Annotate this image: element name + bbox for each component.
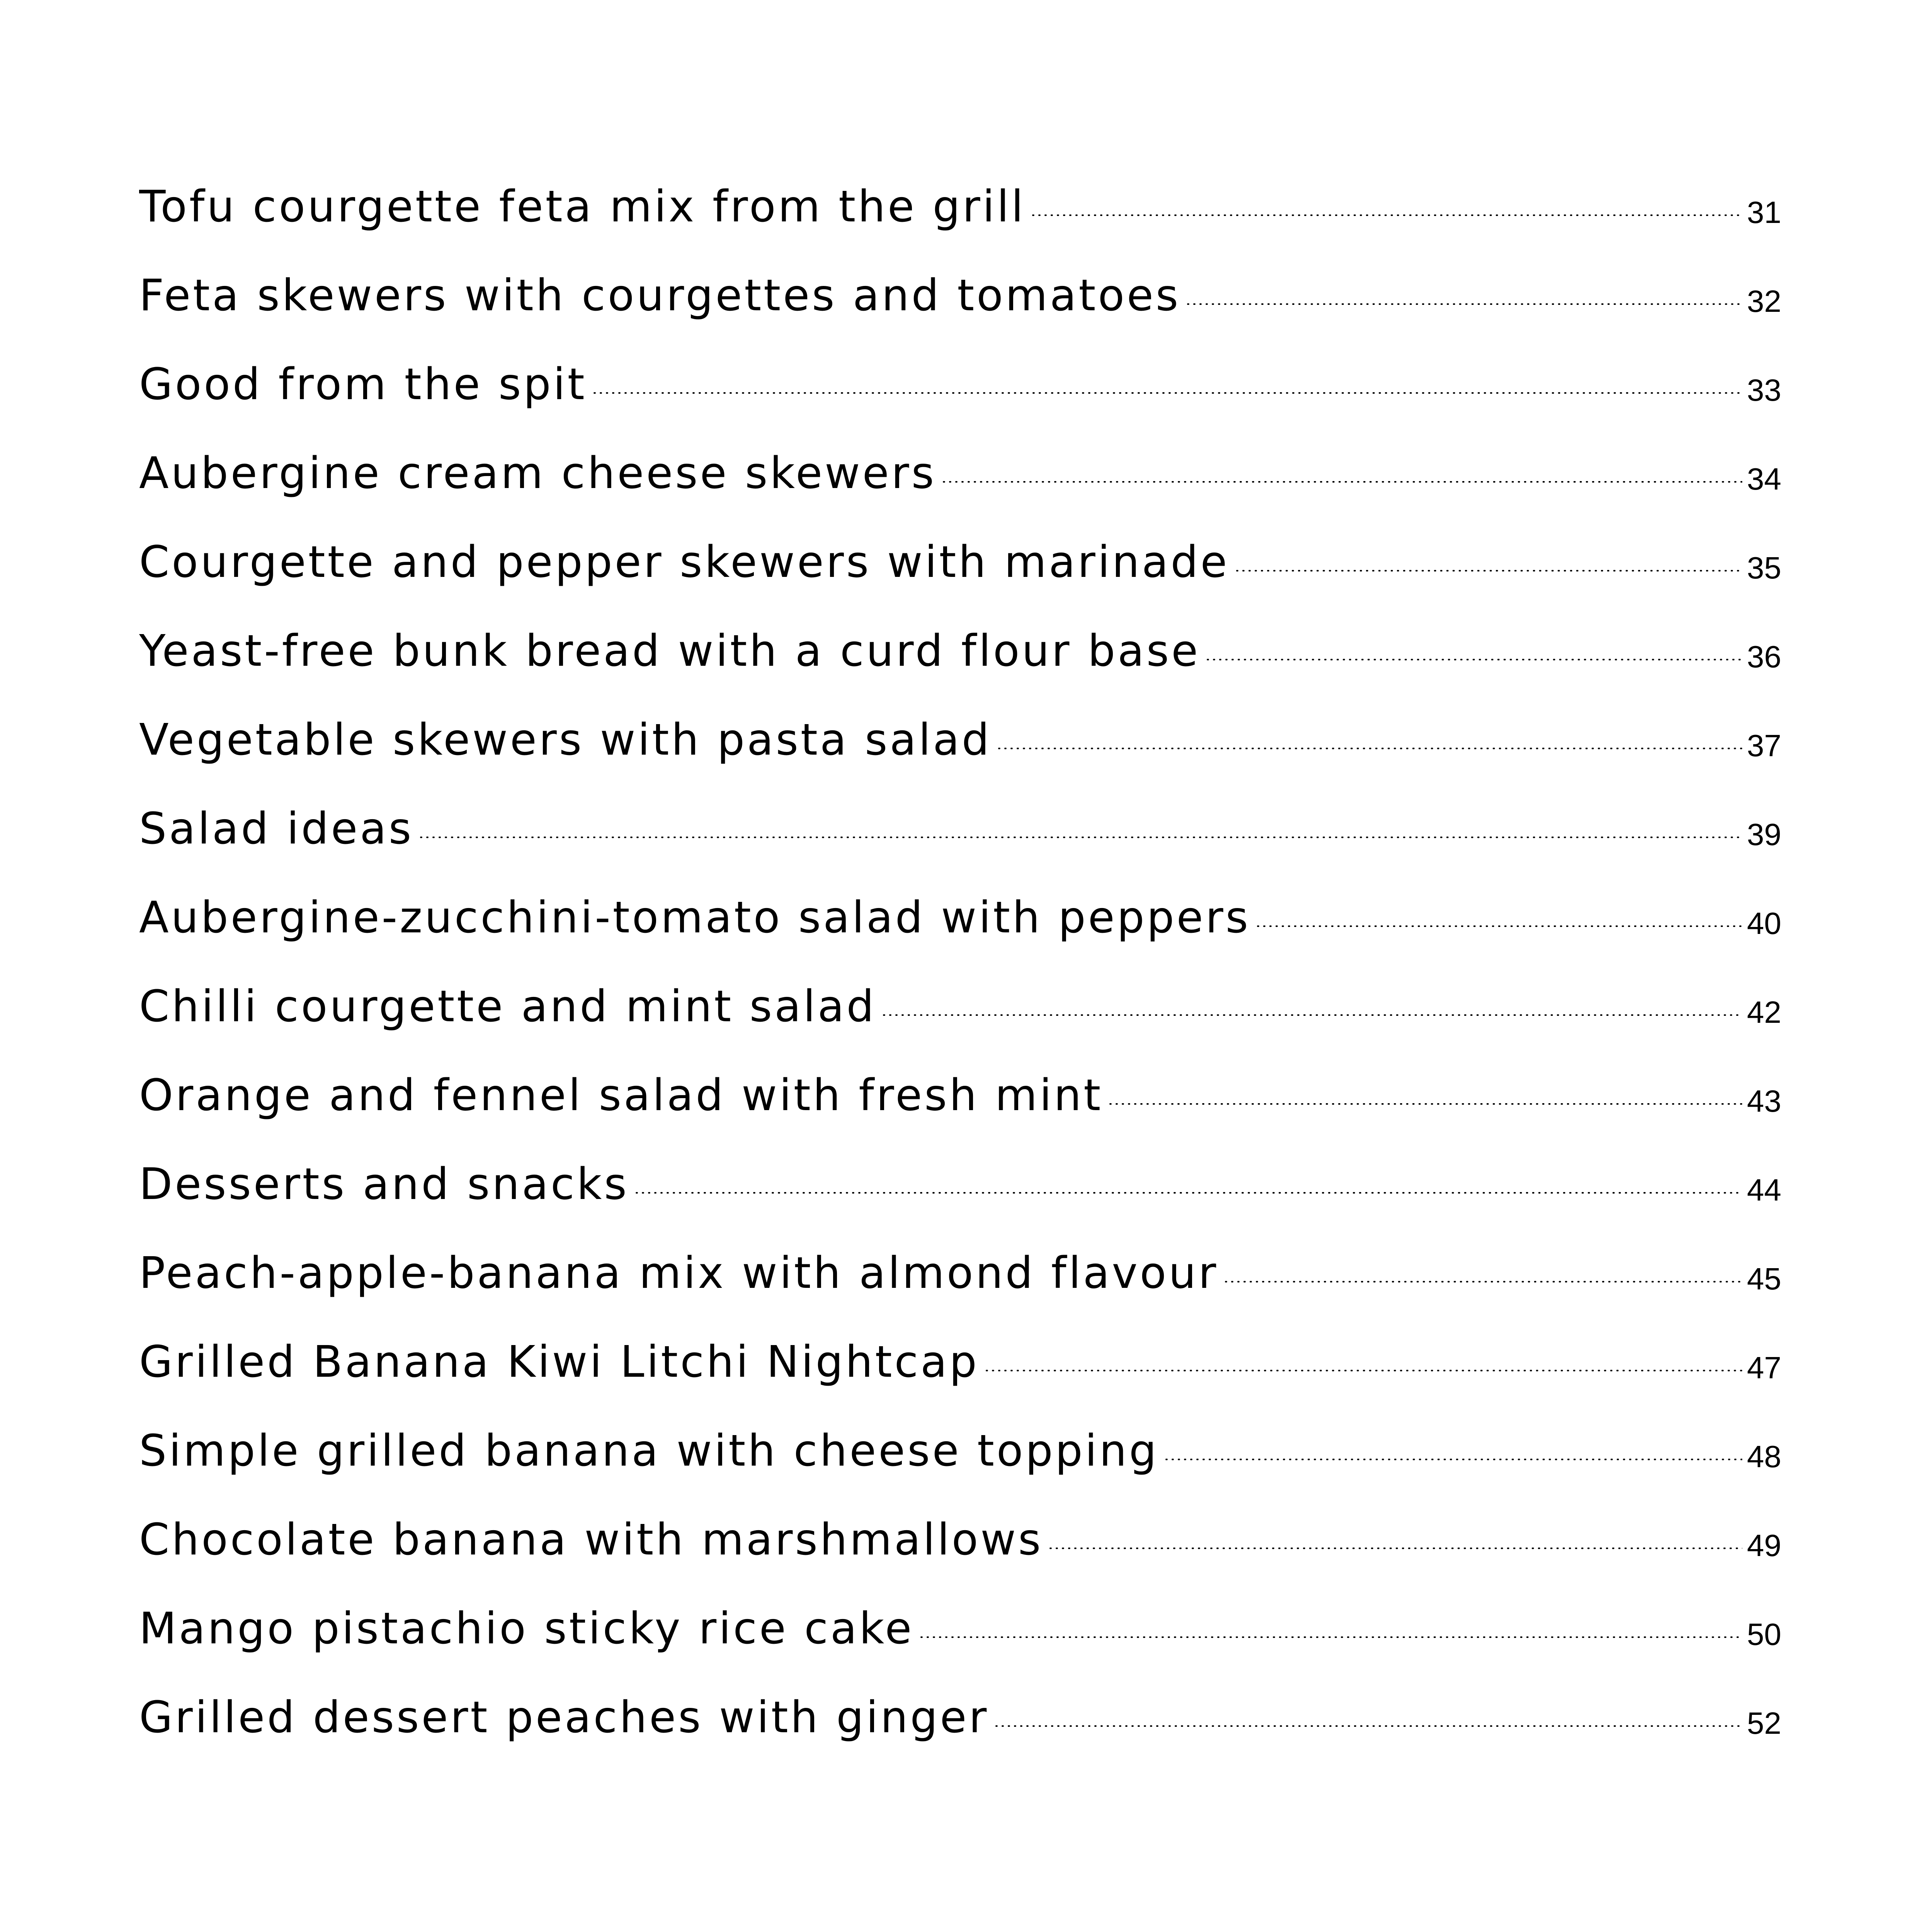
dot-leader — [1234, 570, 1742, 571]
toc-entry[interactable] — [139, 1406, 1781, 1495]
toc-entry-page-number: 31 — [1747, 195, 1781, 230]
toc-entry-page-number: 40 — [1747, 906, 1781, 940]
toc-entry-page-number: 52 — [1747, 1706, 1781, 1740]
toc-entry-title: Salad ideas — [139, 804, 414, 854]
toc-entry-title: Aubergine-zucchini-tomato salad with peppers — [139, 893, 1251, 943]
dot-leader — [1223, 1281, 1742, 1282]
toc-entry-title: Simple grilled banana with cheese topping — [139, 1426, 1159, 1476]
toc-entry-title: Grilled dessert peaches with ginger — [139, 1692, 989, 1743]
table-of-contents — [139, 162, 1781, 1762]
toc-entry[interactable] — [139, 873, 1781, 962]
toc-entry-page-number: 35 — [1747, 551, 1781, 585]
toc-entry[interactable] — [139, 340, 1781, 429]
toc-entry[interactable] — [139, 1318, 1781, 1406]
dot-leader — [941, 481, 1742, 483]
dot-leader — [418, 837, 1742, 838]
toc-entry-page-number: 45 — [1747, 1262, 1781, 1296]
toc-entry[interactable] — [139, 162, 1781, 251]
toc-entry-title: Vegetable skewers with pasta salad — [139, 715, 992, 765]
toc-entry[interactable] — [139, 429, 1781, 518]
toc-entry-page-number: 34 — [1747, 462, 1781, 496]
dot-leader — [1185, 303, 1742, 305]
toc-entry-page-number: 32 — [1747, 284, 1781, 318]
toc-entry[interactable] — [139, 1051, 1781, 1140]
toc-entry-title: Orange and fennel salad with fresh mint — [139, 1070, 1103, 1121]
toc-entry[interactable] — [139, 1229, 1781, 1318]
toc-entry[interactable] — [139, 696, 1781, 784]
dot-leader — [993, 1725, 1742, 1727]
dot-leader — [1048, 1548, 1742, 1549]
toc-entry[interactable] — [139, 784, 1781, 873]
dot-leader — [918, 1636, 1742, 1638]
toc-entry-page-number: 36 — [1747, 639, 1781, 674]
toc-entry-title: Grilled Banana Kiwi Litchi Nightcap — [139, 1337, 979, 1387]
toc-entry-page-number: 33 — [1747, 373, 1781, 407]
dot-leader — [634, 1192, 1742, 1194]
toc-entry[interactable] — [139, 962, 1781, 1051]
toc-entry[interactable] — [139, 518, 1781, 607]
toc-entry[interactable] — [139, 1495, 1781, 1584]
toc-entry[interactable] — [139, 1584, 1781, 1673]
dot-leader — [592, 392, 1742, 394]
toc-entry-title: Yeast-free bunk bread with a curd flour base — [139, 626, 1201, 676]
toc-entry-title: Desserts and snacks — [139, 1159, 629, 1209]
toc-entry[interactable] — [139, 251, 1781, 340]
toc-entry-page-number: 44 — [1747, 1173, 1781, 1207]
toc-entry-page-number: 37 — [1747, 728, 1781, 763]
dot-leader — [1255, 925, 1742, 927]
toc-entry-title: Tofu courgette feta mix from the grill — [139, 182, 1026, 232]
dot-leader — [1107, 1103, 1742, 1105]
toc-entry-title: Peach-apple-banana mix with almond flavour — [139, 1248, 1219, 1298]
dot-leader — [996, 748, 1742, 749]
toc-entry-title: Courgette and pepper skewers with marinade — [139, 537, 1230, 587]
toc-entry-title: Aubergine cream cheese skewers — [139, 448, 937, 498]
toc-entry[interactable] — [139, 607, 1781, 696]
toc-entry[interactable] — [139, 1673, 1781, 1762]
toc-entry-page-number: 48 — [1747, 1439, 1781, 1474]
dot-leader — [984, 1370, 1742, 1371]
dot-leader — [1163, 1459, 1742, 1460]
toc-entry-page-number: 39 — [1747, 817, 1781, 852]
toc-entry-title: Chocolate banana with marshmallows — [139, 1515, 1043, 1565]
toc-entry-title: Mango pistachio sticky rice cake — [139, 1604, 914, 1654]
toc-entry-title: Feta skewers with courgettes and tomatoes — [139, 270, 1181, 321]
toc-entry-page-number: 42 — [1747, 995, 1781, 1029]
toc-entry-page-number: 50 — [1747, 1617, 1781, 1651]
dot-leader — [1030, 214, 1742, 216]
toc-entry-page-number: 43 — [1747, 1084, 1781, 1118]
toc-entry-title: Good from the spit — [139, 359, 587, 410]
dot-leader — [1205, 659, 1742, 660]
toc-entry-page-number: 47 — [1747, 1350, 1781, 1385]
toc-entry-title: Chilli courgette and mint salad — [139, 981, 876, 1032]
toc-entry[interactable] — [139, 1140, 1781, 1229]
dot-leader — [881, 1014, 1742, 1016]
toc-entry-page-number: 49 — [1747, 1528, 1781, 1563]
